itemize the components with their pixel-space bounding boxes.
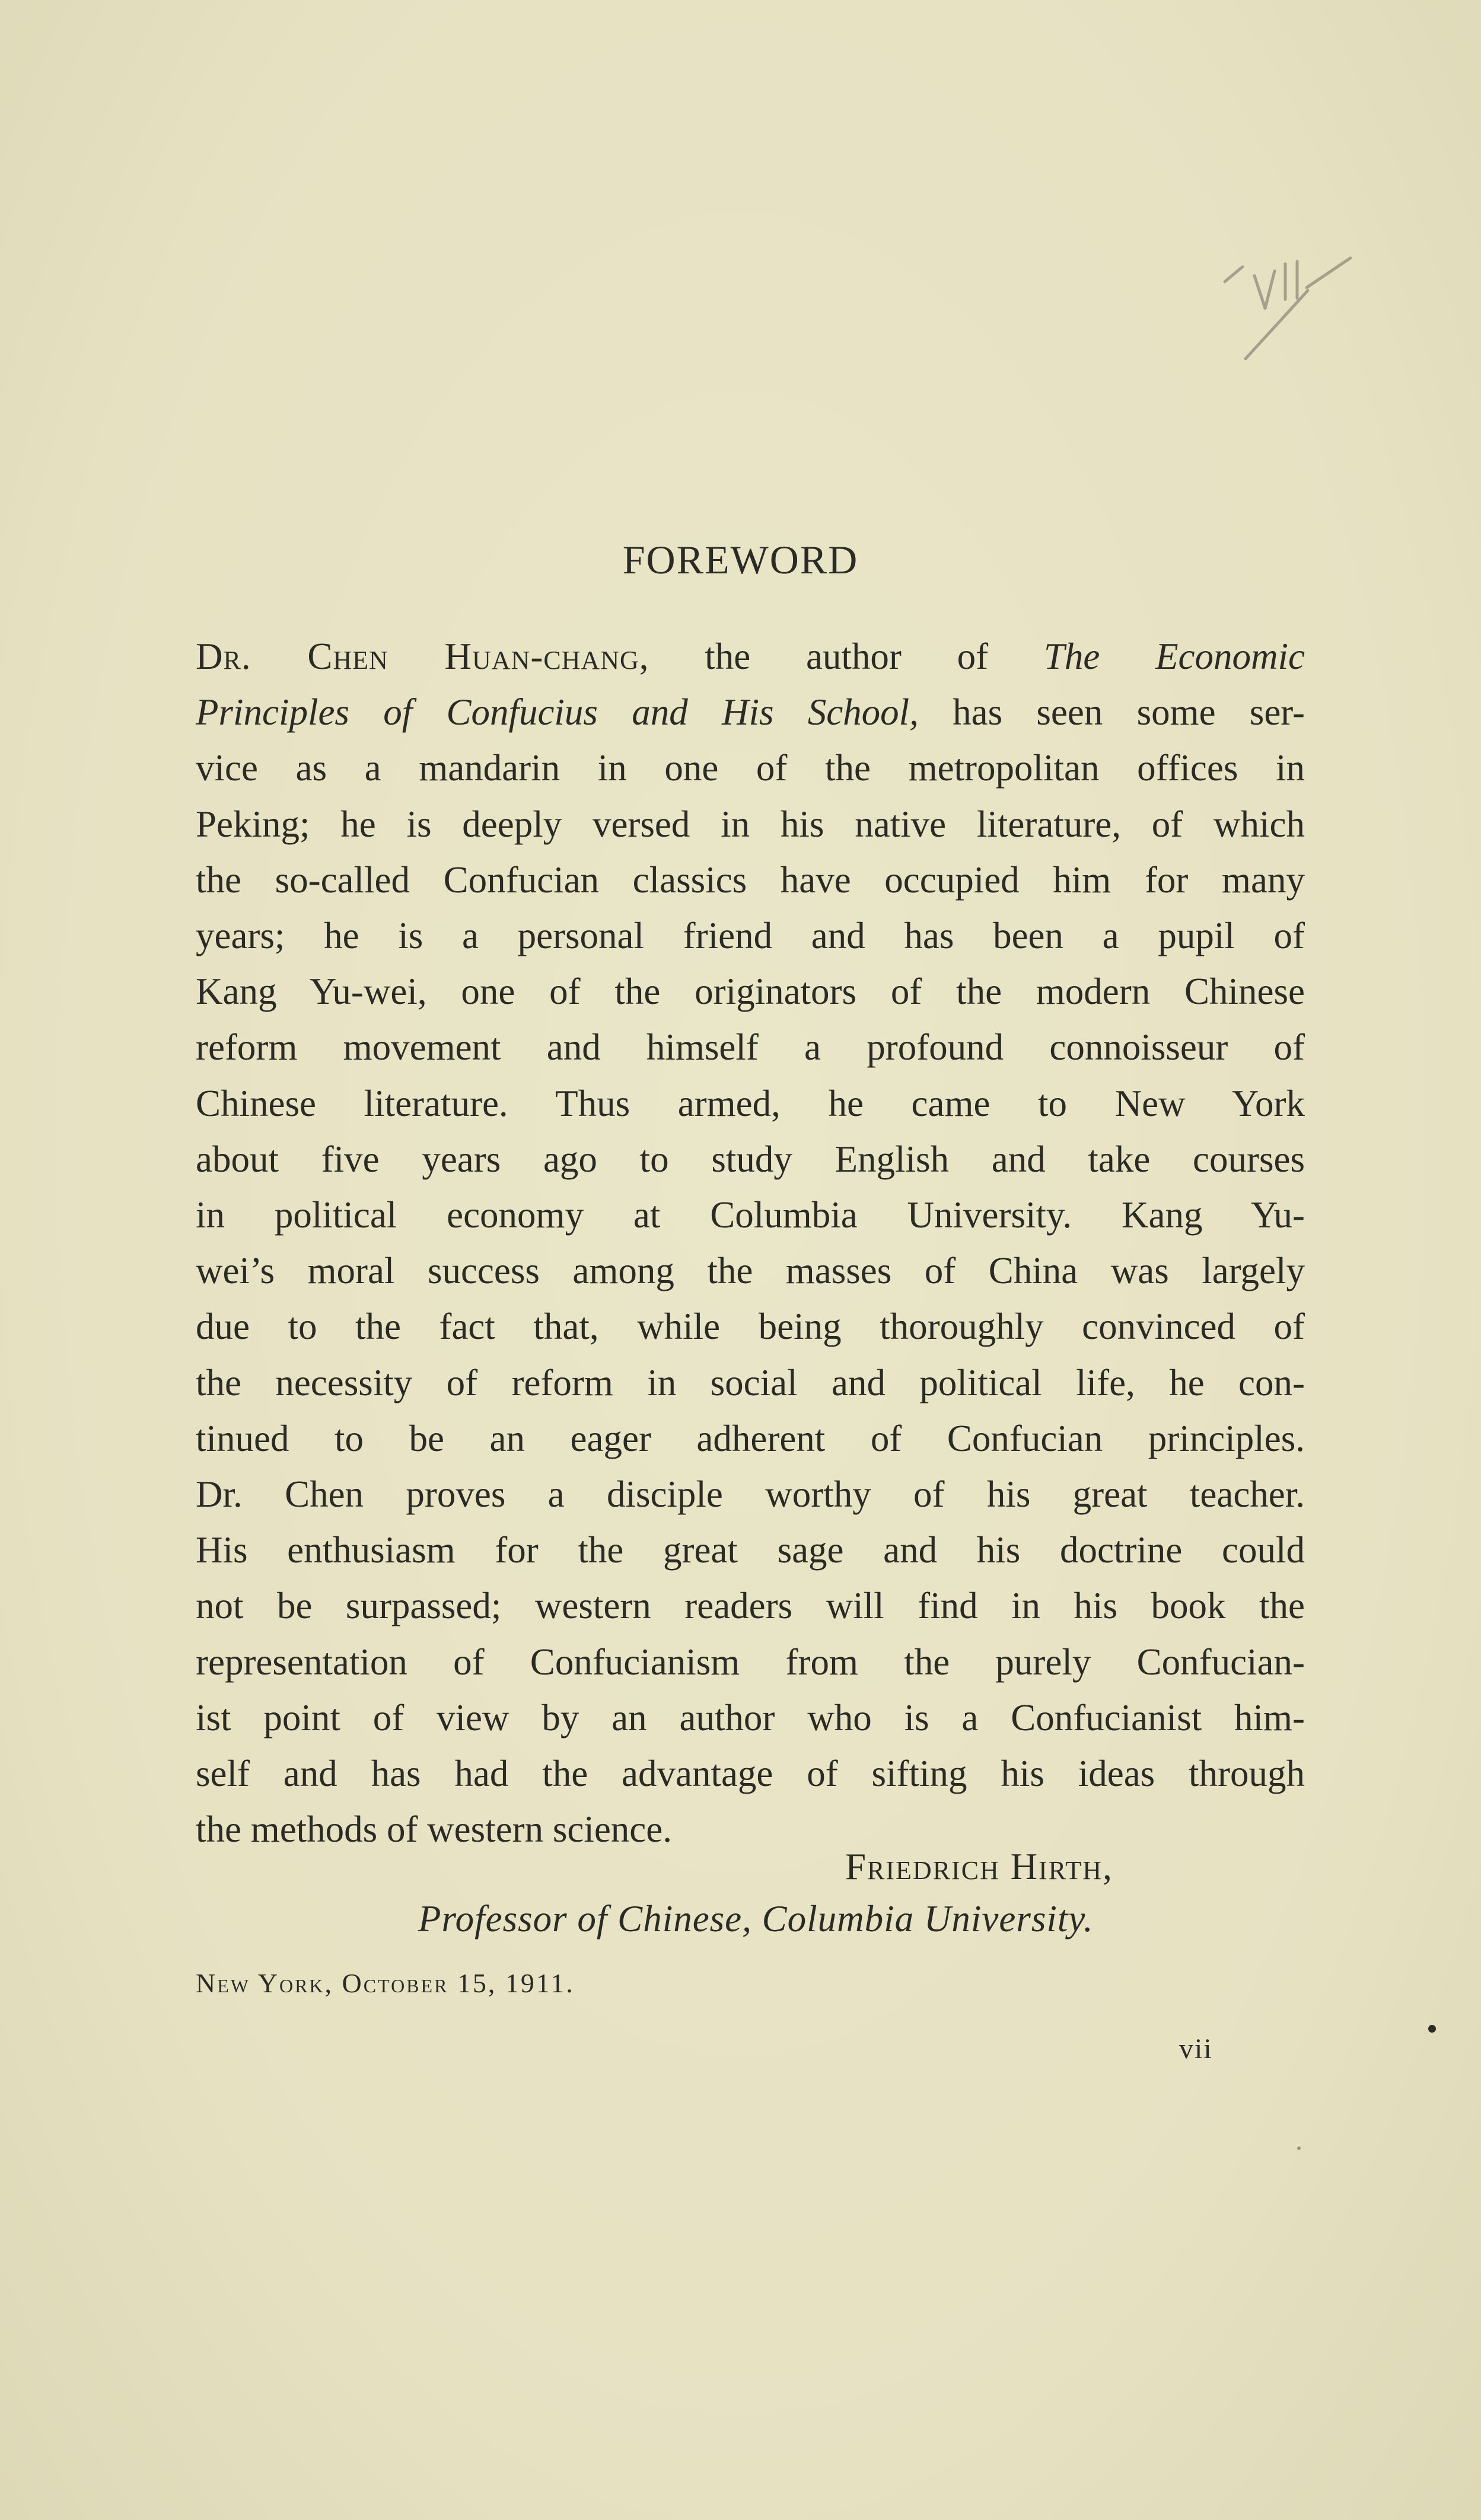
paragraph-line [196, 1690, 1305, 1746]
author-affiliation: Professor of Chinese, Columbia University. [418, 1898, 1094, 1940]
paragraph-line [196, 1355, 1305, 1411]
author-signature: Friedrich Hirth, [845, 1846, 1113, 1887]
paragraph-text-segment: His enthusiasm for the great sage and his doctrine could [196, 1529, 1305, 1571]
paragraph-line [196, 1466, 1305, 1522]
paragraph-text-segment: reform movement and himself a profound connoisseur of [196, 1026, 1305, 1068]
paragraph-text-segment: years; he is a personal friend and has been a pupil of [196, 915, 1305, 957]
paragraph-text-segment: Chinese literature. Thus armed, he came to New York [196, 1082, 1305, 1124]
paragraph-line [196, 1131, 1305, 1187]
paragraph-text-segment: Principles of Confucius and His School, [196, 691, 919, 733]
paragraph-text-segment: the author of [649, 636, 1044, 677]
paragraph-text-segment: due to the fact that, while being thoroughly convinced of [196, 1306, 1305, 1348]
paragraph-line [196, 1801, 1305, 1857]
paragraph-text-segment: Dr. Chen Huan-chang, [196, 636, 649, 677]
paragraph-text-segment: the so-called Confucian classics have occupied him for many [196, 859, 1305, 901]
paragraph-text-segment: vice as a mandarin in one of the metropolitan offices in [196, 747, 1305, 789]
paragraph-line [196, 740, 1305, 796]
paragraph-text-segment: about five years ago to study English and take courses [196, 1138, 1305, 1180]
paragraph-line [196, 1746, 1305, 1801]
foreword-heading: FOREWORD [622, 537, 859, 582]
paragraph-line [196, 629, 1305, 684]
paragraph-text-segment: has seen some ser- [918, 691, 1305, 733]
paragraph-line [196, 1411, 1305, 1466]
paragraph-text-segment: not be surpassed; western readers will find in his book the [196, 1585, 1305, 1627]
paragraph-line [196, 1187, 1305, 1243]
dateline: New York, October 15, 1911. [196, 1968, 575, 1998]
paragraph-text-segment: tinued to be an eager adherent of Confucian principles. [196, 1417, 1305, 1459]
paragraph-line [196, 1578, 1305, 1634]
pencil-page-number-annotation [1213, 240, 1361, 377]
paragraph-line [196, 1076, 1305, 1131]
paragraph-line [196, 1522, 1305, 1578]
paragraph-text-segment: Peking; he is deeply versed in his native literature, of which [196, 803, 1305, 845]
foreword-paragraph [196, 629, 1305, 1857]
paragraph-line [196, 852, 1305, 908]
paragraph-text-segment: The Economic [1043, 636, 1305, 677]
paragraph-text-segment: wei’s moral success among the masses of China was largely [196, 1250, 1305, 1292]
paragraph-line [196, 684, 1305, 740]
paragraph-line [196, 964, 1305, 1019]
paragraph-text-segment: the necessity of reform in social and political life, he con- [196, 1361, 1305, 1403]
paragraph-text-segment: in political economy at Columbia University. Kang Yu- [196, 1194, 1305, 1236]
paragraph-line [196, 1243, 1305, 1299]
paragraph-line [196, 1299, 1305, 1354]
paragraph-line [196, 796, 1305, 852]
paragraph-line [196, 908, 1305, 964]
paragraph-line [196, 1634, 1305, 1690]
page-number: vii [1179, 2033, 1213, 2065]
ink-speck [1297, 2146, 1301, 2150]
paragraph-text-segment: the methods of western science. [196, 1808, 672, 1851]
paragraph-text-segment: Kang Yu-wei, one of the originators of the modern Chinese [196, 971, 1305, 1013]
paragraph-text-segment: ist point of view by an author who is a Confucianist him- [196, 1696, 1305, 1739]
ink-speck [1428, 2025, 1436, 2033]
paragraph-text-segment: self and has had the advantage of sifting his ideas through [196, 1753, 1305, 1795]
paragraph-text-segment: Dr. Chen proves a disciple worthy of his great teacher. [196, 1473, 1305, 1516]
paragraph-text-segment: representation of Confucianism from the purely Confucian- [196, 1641, 1305, 1683]
paragraph-line [196, 1019, 1305, 1075]
